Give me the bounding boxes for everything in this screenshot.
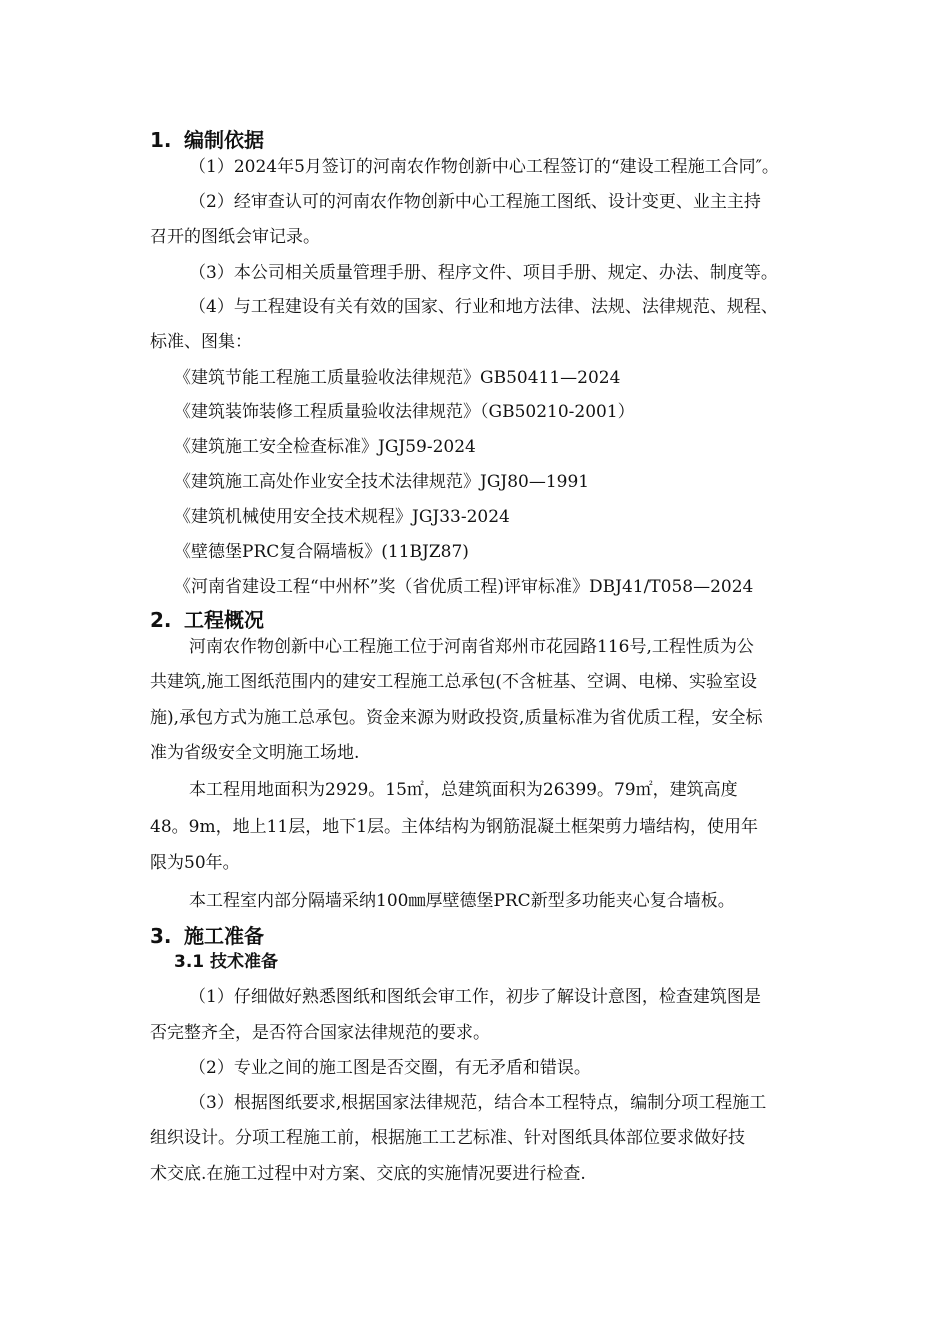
paragraph-line: 准为省级安全文明施工场地. <box>150 743 360 763</box>
section-1-title: 编制依据 <box>184 128 264 152</box>
paragraph-line: （2）经审查认可的河南农作物创新中心工程施工图纸、设计变更、业主主持 <box>189 192 761 212</box>
paragraph-line: 标准、图集： <box>150 332 252 352</box>
paragraph-line: 共建筑,施工图纸范围内的建安工程施工总承包(不含桩基、空调、电梯、实验室设 <box>150 672 758 692</box>
standard-item: 《建筑施工高处作业安全技术法律规范》JGJ80—1991 <box>174 472 590 492</box>
paragraph-line: 否完整齐全，是否符合国家法律规范的要求。 <box>150 1023 490 1043</box>
section-1-number: 1. <box>150 128 172 152</box>
paragraph-line: （3）根据图纸要求,根据国家法律规范，结合本工程特点，编制分项工程施工 <box>189 1093 767 1113</box>
subsection-3-1-heading: 3.1 技术准备 <box>174 952 279 972</box>
section-1-heading <box>150 124 264 153</box>
paragraph-line: （1）2024年5月签订的河南农作物创新中心工程签订的“建设工程施工合同″。 <box>189 157 779 177</box>
section-2-heading <box>150 604 264 633</box>
paragraph-line: 本工程室内部分隔墙采纳100㎜厚壁德堡PRC新型多功能夹心复合墙板。 <box>189 891 735 911</box>
paragraph-line: （3）本公司相关质量管理手册、程序文件、项目手册、规定、办法、制度等。 <box>189 263 778 283</box>
paragraph-line: 组织设计。分项工程施工前，根据施工工艺标准、针对图纸具体部位要求做好技 <box>150 1128 745 1148</box>
paragraph-line: 48。9m，地上11层，地下1层。主体结构为钢筋混凝土框架剪力墙结构，使用年 <box>150 817 759 837</box>
paragraph-line: 河南农作物创新中心工程施工位于河南省郑州市花园路116号,工程性质为公 <box>189 637 754 657</box>
standard-item: 《建筑节能工程施工质量验收法律规范》GB50411—2024 <box>174 368 621 388</box>
paragraph-line: 召开的图纸会审记录。 <box>150 227 320 247</box>
paragraph-line: （1）仔细做好熟悉图纸和图纸会审工作，初步了解设计意图，检查建筑图是 <box>189 987 761 1007</box>
paragraph-line: （2）专业之间的施工图是否交圈，有无矛盾和错误。 <box>189 1058 591 1078</box>
standard-item: 《建筑施工安全检查标准》JGJ59-2024 <box>174 437 476 457</box>
standard-item: 《河南省建设工程“中州杯”奖（省优质工程)评审标准》DBJ41/T058—2024 <box>174 577 754 597</box>
paragraph-line: 限为50年。 <box>150 853 240 873</box>
section-3-heading <box>150 920 264 949</box>
standard-item: 《建筑机械使用安全技术规程》JGJ33-2024 <box>174 507 510 527</box>
section-2-number: 2. <box>150 608 172 632</box>
section-3-number: 3. <box>150 924 172 948</box>
paragraph-line: 本工程用地面积为2929。15㎡，总建筑面积为26399。79㎡，建筑高度 <box>189 780 738 800</box>
paragraph-line: 施),承包方式为施工总承包。资金来源为财政投资,质量标准为省优质工程，安全标 <box>150 708 763 728</box>
standard-item: 《建筑装饰装修工程质量验收法律规范》（GB50210-2001） <box>174 402 635 422</box>
section-2-title: 工程概况 <box>184 608 264 632</box>
paragraph-line: （4）与工程建设有关有效的国家、行业和地方法律、法规、法律规范、规程、 <box>189 297 778 317</box>
paragraph-line: 术交底.在施工过程中对方案、交底的实施情况要进行检查. <box>150 1164 586 1184</box>
standard-item: 《壁德堡PRC复合隔墙板》(11BJZ87) <box>174 542 469 562</box>
section-3-title: 施工准备 <box>184 924 264 948</box>
